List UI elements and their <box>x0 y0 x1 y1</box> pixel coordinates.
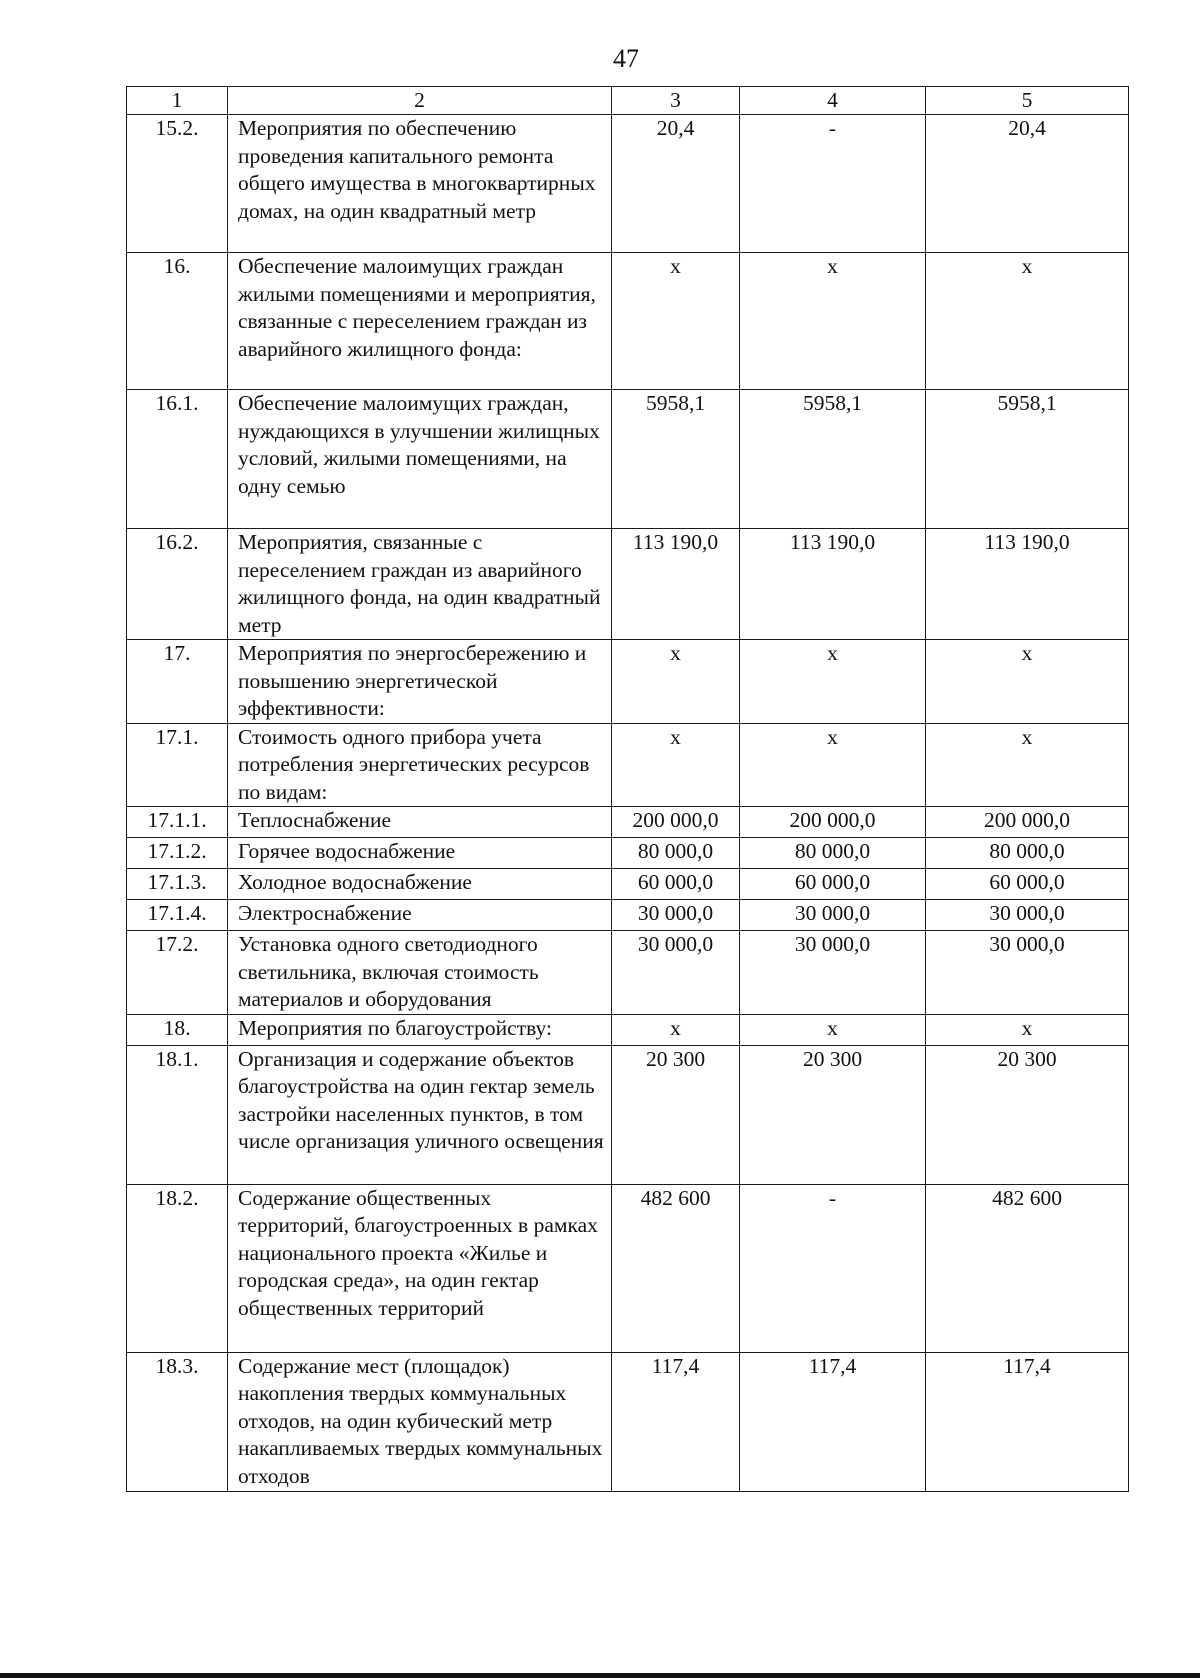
header-row <box>127 87 1129 115</box>
row-number: 16. <box>127 253 228 390</box>
value-column-4: 113 190,0 <box>740 529 926 640</box>
row-number: 18.2. <box>127 1184 228 1352</box>
table-header <box>127 87 1129 115</box>
value-column-3: х <box>612 723 740 807</box>
value-column-5: х <box>926 253 1129 390</box>
row-description: Содержание мест (площадок) накопления твердых коммунальных отходов, на один кубический метр накапливаемых твердых коммунальных отходов <box>228 1352 612 1491</box>
value-column-3: 20 300 <box>612 1045 740 1184</box>
value-column-3: 482 600 <box>612 1184 740 1352</box>
row-description: Обеспечение малоимущих граждан жилыми помещениями и мероприятия, связанные с переселением граждан из аварийного жилищного фонда: <box>228 253 612 390</box>
table-row <box>127 1352 1129 1491</box>
value-column-5: 113 190,0 <box>926 529 1129 640</box>
value-column-4: х <box>740 1014 926 1045</box>
row-description: Мероприятия по энергосбережению и повышению энергетической эффективности: <box>228 640 612 724</box>
table-row <box>127 1014 1129 1045</box>
row-number: 17.1.1. <box>127 807 228 838</box>
value-column-3: 60 000,0 <box>612 869 740 900</box>
table-row <box>127 931 1129 1015</box>
row-description: Теплоснабжение <box>228 807 612 838</box>
value-column-3: 20,4 <box>612 115 740 253</box>
table-row <box>127 900 1129 931</box>
row-number: 15.2. <box>127 115 228 253</box>
value-column-5: 30 000,0 <box>926 900 1129 931</box>
table-row <box>127 807 1129 838</box>
row-description: Мероприятия по обеспечению проведения капитального ремонта общего имущества в многоквартирных домах, на один квадратный метр <box>228 115 612 253</box>
row-number: 17.1.2. <box>127 838 228 869</box>
value-column-4: 200 000,0 <box>740 807 926 838</box>
column-header: 4 <box>740 87 926 115</box>
row-number: 18.3. <box>127 1352 228 1491</box>
value-column-3: 113 190,0 <box>612 529 740 640</box>
value-column-3: 30 000,0 <box>612 931 740 1015</box>
table-row <box>127 390 1129 529</box>
table-row <box>127 115 1129 253</box>
value-column-4: х <box>740 640 926 724</box>
row-number: 17.2. <box>127 931 228 1015</box>
value-column-5: 20,4 <box>926 115 1129 253</box>
row-description: Стоимость одного прибора учета потребления энергетических ресурсов по видам: <box>228 723 612 807</box>
row-description: Установка одного светодиодного светильника, включая стоимость материалов и оборудования <box>228 931 612 1015</box>
row-description: Мероприятия по благоустройству: <box>228 1014 612 1045</box>
row-description: Содержание общественных территорий, благоустроенных в рамках национального проекта «Жилье и городская среда», на один гектар общественных территорий <box>228 1184 612 1352</box>
value-column-5: 482 600 <box>926 1184 1129 1352</box>
table-row <box>127 723 1129 807</box>
value-column-4: 117,4 <box>740 1352 926 1491</box>
column-header: 2 <box>228 87 612 115</box>
column-header: 5 <box>926 87 1129 115</box>
value-column-4: 5958,1 <box>740 390 926 529</box>
row-number: 18. <box>127 1014 228 1045</box>
row-description: Электроснабжение <box>228 900 612 931</box>
row-number: 17.1. <box>127 723 228 807</box>
value-column-4: 80 000,0 <box>740 838 926 869</box>
value-column-4: - <box>740 1184 926 1352</box>
value-column-5: 117,4 <box>926 1352 1129 1491</box>
row-description: Горячее водоснабжение <box>228 838 612 869</box>
row-number: 18.1. <box>127 1045 228 1184</box>
value-column-5: 20 300 <box>926 1045 1129 1184</box>
value-column-3: х <box>612 1014 740 1045</box>
table-row <box>127 1045 1129 1184</box>
value-column-3: 80 000,0 <box>612 838 740 869</box>
table-row <box>127 1184 1129 1352</box>
value-column-5: х <box>926 723 1129 807</box>
value-column-3: 30 000,0 <box>612 900 740 931</box>
value-column-4: 20 300 <box>740 1045 926 1184</box>
value-column-4: 30 000,0 <box>740 900 926 931</box>
row-description: Организация и содержание объектов благоустройства на один гектар земель застройки населенных пунктов, в том числе организация уличного освещения <box>228 1045 612 1184</box>
row-description: Мероприятия, связанные с переселением граждан из аварийного жилищного фонда, на один квадратный метр <box>228 529 612 640</box>
value-column-5: 30 000,0 <box>926 931 1129 1015</box>
row-number: 16.1. <box>127 390 228 529</box>
table-body <box>127 115 1129 1492</box>
value-column-3: 117,4 <box>612 1352 740 1491</box>
value-column-4: - <box>740 115 926 253</box>
row-number: 17. <box>127 640 228 724</box>
value-column-4: х <box>740 253 926 390</box>
data-table <box>126 86 1129 1492</box>
value-column-5: 200 000,0 <box>926 807 1129 838</box>
table-row <box>127 529 1129 640</box>
value-column-4: х <box>740 723 926 807</box>
value-column-3: 200 000,0 <box>612 807 740 838</box>
value-column-5: х <box>926 1014 1129 1045</box>
value-column-3: х <box>612 253 740 390</box>
value-column-5: 5958,1 <box>926 390 1129 529</box>
value-column-5: 60 000,0 <box>926 869 1129 900</box>
row-description: Обеспечение малоимущих граждан, нуждающихся в улучшении жилищных условий, жилыми помещениями, на одну семью <box>228 390 612 529</box>
column-header: 1 <box>127 87 228 115</box>
table-row <box>127 253 1129 390</box>
row-number: 16.2. <box>127 529 228 640</box>
table-row <box>127 838 1129 869</box>
row-number: 17.1.3. <box>127 869 228 900</box>
page-edge-divider <box>0 1673 1200 1678</box>
value-column-5: х <box>926 640 1129 724</box>
row-description: Холодное водоснабжение <box>228 869 612 900</box>
table-row <box>127 640 1129 724</box>
value-column-5: 80 000,0 <box>926 838 1129 869</box>
page-number: 47 <box>613 44 639 73</box>
value-column-3: х <box>612 640 740 724</box>
row-number: 17.1.4. <box>127 900 228 931</box>
value-column-3: 5958,1 <box>612 390 740 529</box>
value-column-4: 30 000,0 <box>740 931 926 1015</box>
table-row <box>127 869 1129 900</box>
value-column-4: 60 000,0 <box>740 869 926 900</box>
column-header: 3 <box>612 87 740 115</box>
